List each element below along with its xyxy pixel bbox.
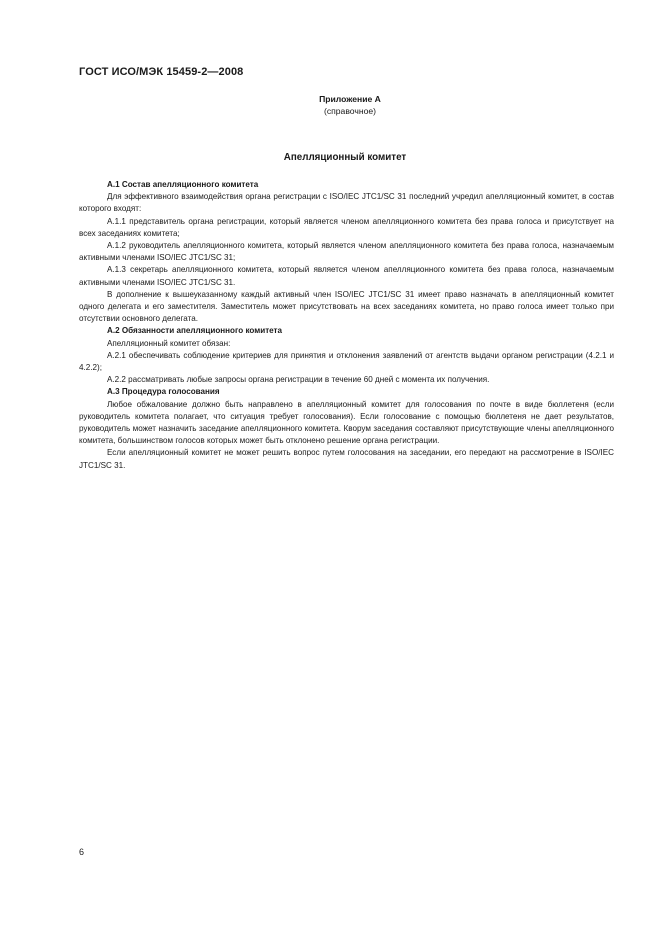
body-paragraph: А.2.1 обеспечивать соблюдение критериев для принятия и отклонения заявлений от агентств выдачи органом регистрации (4.2.1 и 4.2.2); [79,350,614,373]
appendix-title: Апелляционный комитет [283,152,407,163]
body-paragraph: А.2.2 рассматривать любые запросы органа регистрации в течение 60 дней с момента их получения. [107,375,490,385]
body-paragraph: Любое обжалование должно быть направлено в апелляционный комитет для голосования по почте в виде бюллетеня (если руководитель комитета полагает, что ситуация требует голосования). Если голосование с помощью бюллетеня не дает результатов, руководитель может назначить заседание апелляционного комитета. Кворум заседания составляют присутствующие члены апелляционного комитета, большинством голосов которых может быть отклонено решение органа регистрации. [79,399,614,446]
body-paragraph: А.1.2 руководитель апелляционного комитета, который является членом апелляционного комитета без права голоса, назначаемым активными членами ISO/IEC JTC1/SC 31; [79,241,614,263]
appendix-block [280,93,420,117]
body-paragraph: Если апелляционный комитет не может решить вопрос путем голосования на заседании, его передают на рассмотрение в ISO/IEC JTC1/SC 31. [79,448,614,470]
section-heading: А.3 Процедура голосования [107,387,220,397]
body-paragraph: В дополнение к вышеуказанному каждый активный член ISO/IEC JTC1/SC 31 имеет право назначать в апелляционный комитет одного делегата и его заместителя. Заместитель может присутствовать на всех заседаниях комитета, но право голоса имеет только при отсутствии основного делегата. [79,289,614,324]
standard-header: ГОСТ ИСО/МЭК 15459-2—2008 [79,66,244,78]
body-paragraph: А.1.1 представитель органа регистрации, который является членом апелляционного комитета без права голоса и присутствует на всех заседаниях комитета; [79,216,614,238]
appendix-kind: (справочное) [323,106,377,116]
page-number: 6 [79,847,85,857]
body-paragraph: Апелляционный комитет обязан: [107,338,231,348]
appendix-label: Приложение А [319,94,381,104]
section-heading: А.1 Состав апелляционного комитета [107,180,259,189]
appendix-content [79,179,614,472]
body-paragraph: А.1.3 секретарь апелляционного комитета, который является членом апелляционного комитета без права голоса, назначаемым активными членами ISO/IEC JTC1/SC 31. [79,265,614,287]
section-heading: А.2 Обязанности апелляционного комитета [107,326,283,336]
body-paragraph: Для эффективного взаимодействия органа регистрации с ISO/IEC JTC1/SC 31 последний учредил апелляционный комитет, в состав которого входят: [79,192,614,214]
